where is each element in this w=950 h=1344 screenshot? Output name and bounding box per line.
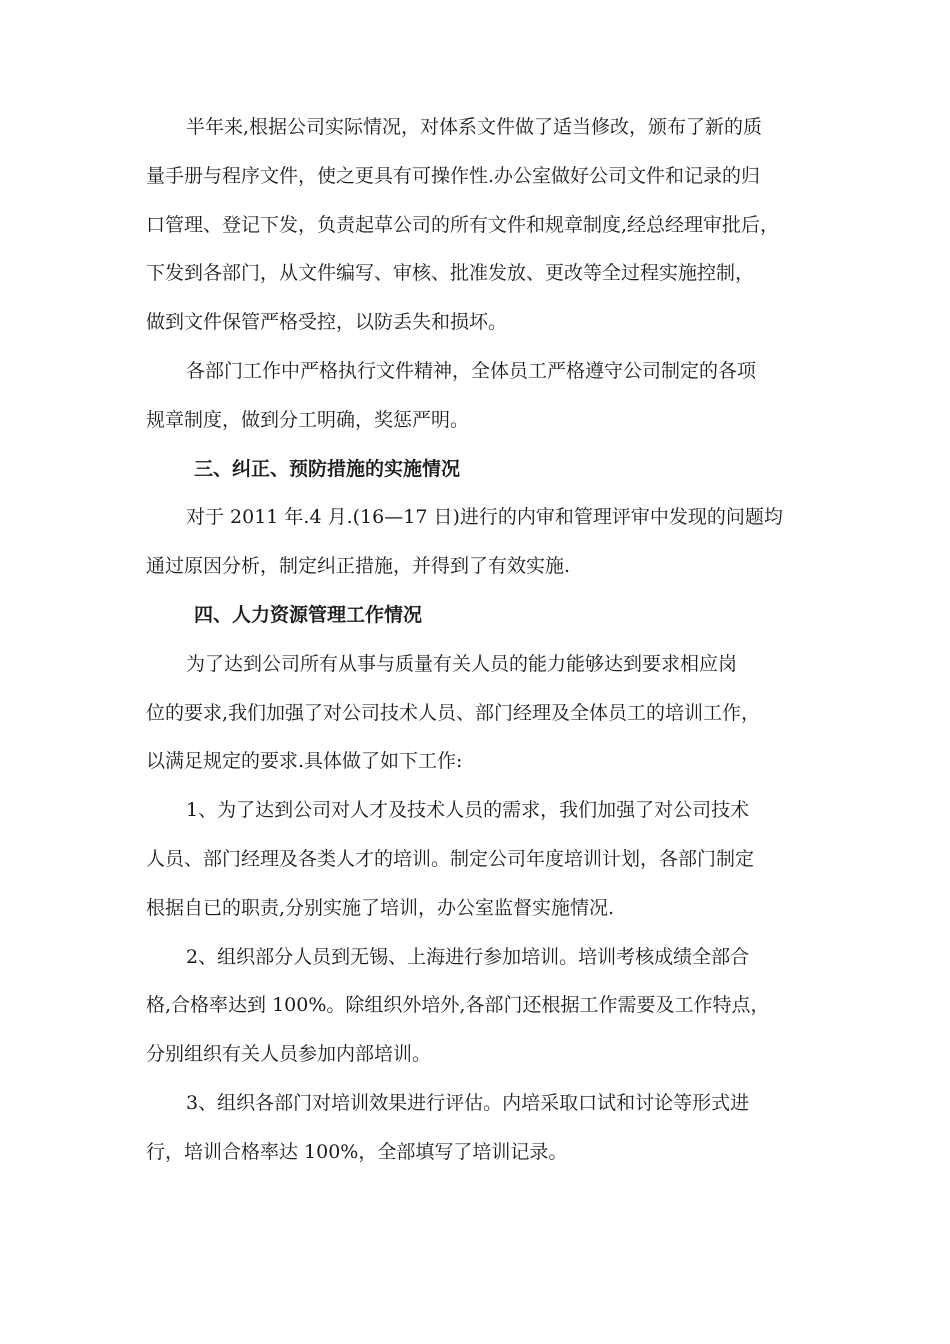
paragraph-line: 为了达到公司所有从事与质量有关人员的能力能够达到要求相应岗 [186, 652, 738, 675]
paragraph-line: 做到文件保管严格受控，以防丢失和损坏。 [146, 311, 508, 334]
list-item-line: 2、组织部分人员到无锡、上海进行参加培训。培训考核成绩全部合 [186, 945, 750, 968]
paragraph-line: 各部门工作中严格执行文件精神，全体员工严格遵守公司制定的各项 [186, 359, 757, 382]
paragraph-line: 对于 2011 年.4 月.(16—17 日)进行的内审和管理评审中发现的问题均 [186, 506, 783, 529]
paragraph-line: 规章制度，做到分工明确，奖惩严明。 [146, 408, 470, 431]
paragraph-line: 下发到各部门，从文件编写、审核、批准发放、更改等全过程实施控制， [146, 262, 755, 285]
list-item-line: 格,合格率达到 100%。除组织外培外,各部门还根据工作需要及工作特点， [146, 994, 770, 1017]
list-item-line: 行，培训合格率达 100%，全部填写了培训记录。 [146, 1140, 568, 1163]
paragraph-line: 通过原因分析，制定纠正措施，并得到了有效实施. [146, 555, 571, 578]
paragraph-line: 以满足规定的要求.具体做了如下工作: [146, 750, 463, 773]
paragraph-line: 位的要求,我们加强了对公司技术人员、部门经理及全体员工的培训工作， [146, 701, 761, 724]
section-heading: 三、纠正、预防措施的实施情况 [194, 457, 461, 480]
list-item-line: 人员、部门经理及各类人才的培训。制定公司年度培训计划，各部门制定 [146, 847, 755, 870]
paragraph-line: 量手册与程序文件，使之更具有可操作性.办公室做好公司文件和记录的归 [146, 164, 761, 187]
list-item-line: 3、组织各部门对培训效果进行评估。内培采取口试和讨论等形式进 [186, 1091, 750, 1114]
document-body [146, 103, 808, 1177]
list-item-line: 1、为了达到公司对人才及技术人员的需求，我们加强了对公司技术 [186, 799, 750, 822]
list-item-line: 根据自已的职责,分别实施了培训，办公室监督实施情况. [146, 896, 615, 919]
list-item-line: 分别组织有关人员参加内部培训。 [146, 1043, 432, 1066]
section-heading: 四、人力资源管理工作情况 [194, 603, 423, 626]
paragraph-line: 半年来,根据公司实际情况，对体系文件做了适当修改，颁布了新的质 [186, 116, 763, 138]
paragraph-line: 口管理、登记下发，负责起草公司的所有文件和规章制度,经总经理审批后， [146, 213, 780, 236]
